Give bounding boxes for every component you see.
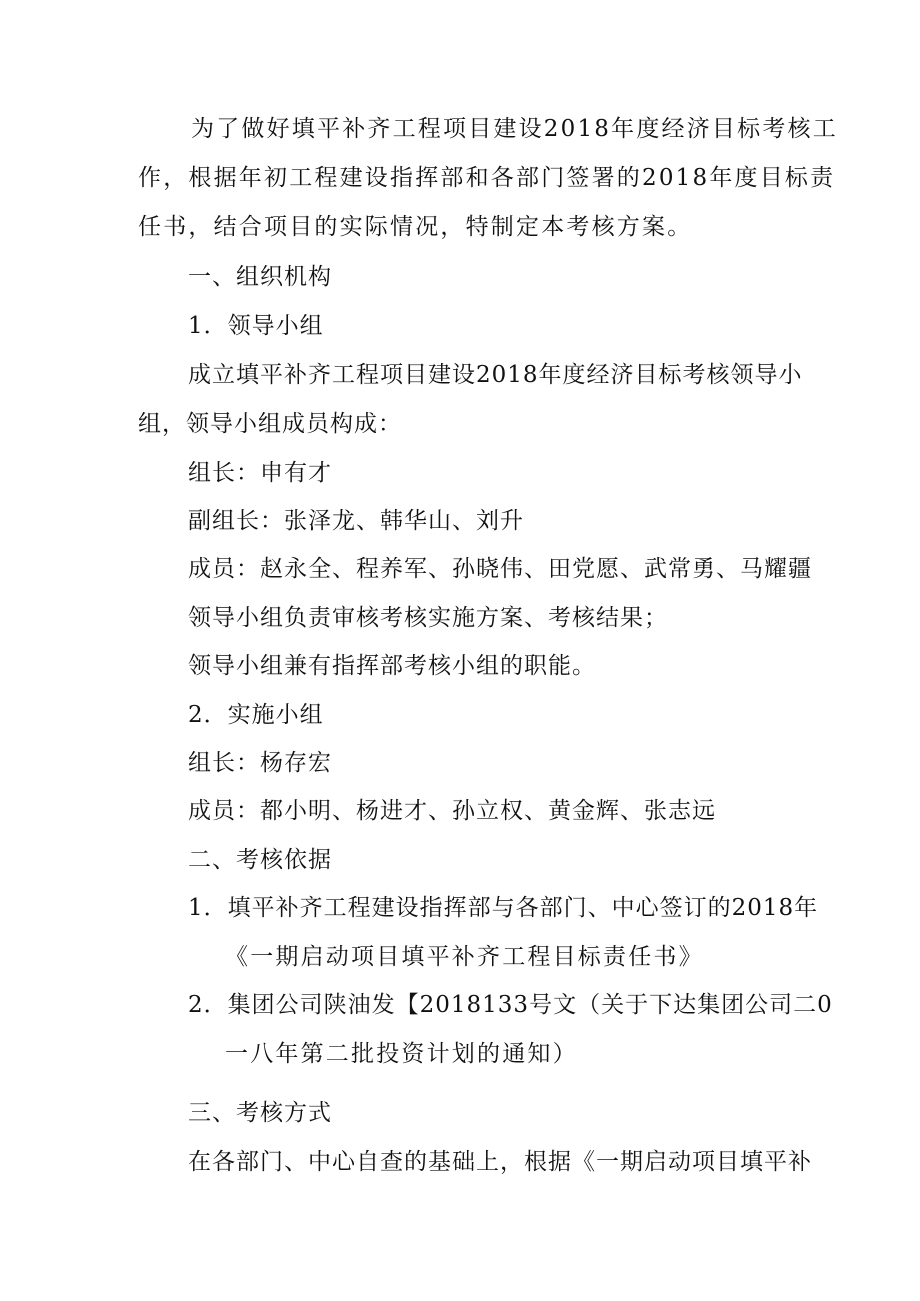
basis-item-2-line-1: 2．集团公司陕油发【2018133号文（关于下达集团公司二0 bbox=[188, 992, 833, 1018]
basis-item-1-line-2: 《一期启动项目填平补齐工程目标责任书》 bbox=[225, 944, 704, 970]
implementation-members-line: 成员：都小明、杨进才、孙立权、黄金辉、张志远 bbox=[188, 798, 716, 824]
duty-line-2: 领导小组兼有指挥部考核小组的职能。 bbox=[188, 653, 596, 679]
leadership-para-line-1: 成立填平补齐工程项目建设2018年度经济目标考核领导小 bbox=[188, 362, 803, 388]
duty-line-1: 领导小组负责审核考核实施方案、考核结果； bbox=[188, 605, 668, 631]
section-1-heading: 一、组织机构 bbox=[188, 264, 332, 290]
subsection-1-heading: 1．领导小组 bbox=[188, 313, 324, 339]
members-line: 成员：赵永全、程养军、孙晓伟、田党愿、武常勇、马耀疆 bbox=[188, 556, 812, 582]
intro-line-3: 任书，结合项目的实际情况，特制定本考核方案。 bbox=[138, 214, 693, 240]
intro-line-2: 作，根据年初工程建设指挥部和各部门签署的2018年度目标责 bbox=[138, 165, 836, 191]
implementation-leader-line: 组长：杨存宏 bbox=[188, 750, 332, 776]
section-2-heading: 二、考核依据 bbox=[188, 847, 332, 873]
section-3-heading: 三、考核方式 bbox=[188, 1100, 332, 1126]
leader-line: 组长：申有才 bbox=[188, 460, 332, 486]
subsection-2-heading: 2．实施小组 bbox=[188, 702, 324, 728]
leadership-para-line-2: 组，领导小组成员构成： bbox=[138, 411, 402, 437]
method-para-line-1: 在各部门、中心自查的基础上，根据《一期启动项目填平补 bbox=[188, 1149, 812, 1175]
basis-item-1-line-1: 1．填平补齐工程建设指挥部与各部门、中心签订的2018年 bbox=[188, 895, 819, 921]
intro-line-1: 为了做好填平补齐工程项目建设2018年度经济目标考核工 bbox=[191, 116, 838, 142]
deputy-leader-line: 副组长：张泽龙、韩华山、刘升 bbox=[188, 508, 524, 534]
basis-item-2-line-2: 一八年第二批投资计划的通知） bbox=[225, 1041, 578, 1067]
